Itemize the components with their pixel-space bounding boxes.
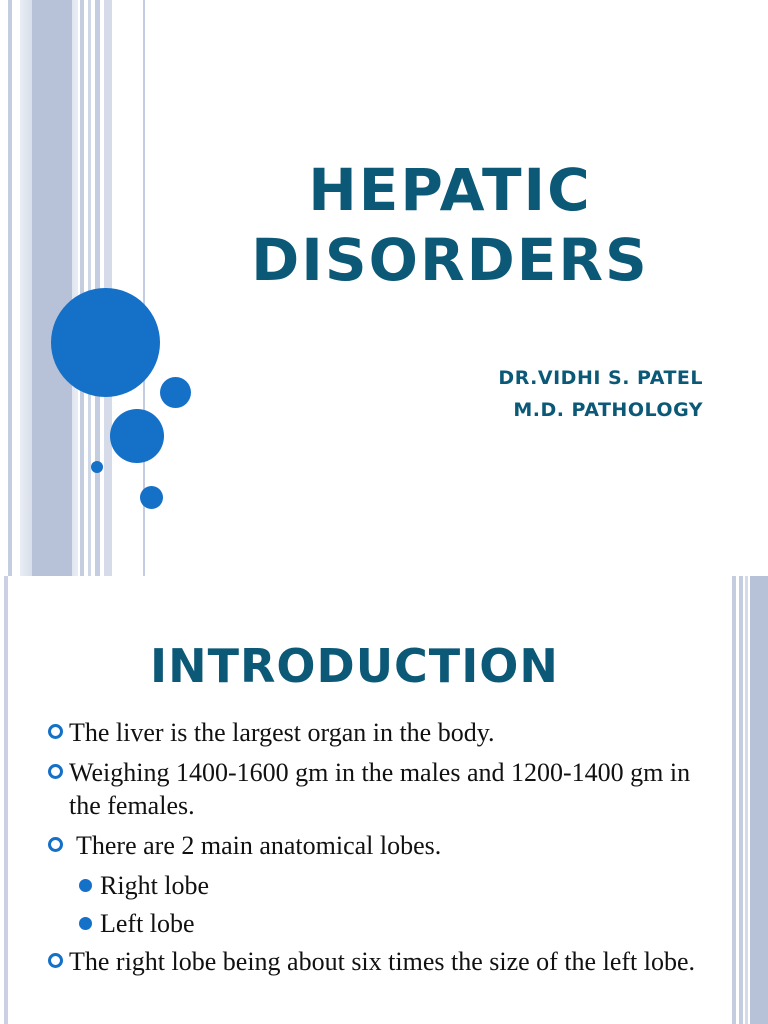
ring-bullet-icon [48, 764, 63, 779]
list-item-text: The liver is the largest organ in the body. [69, 718, 495, 747]
decorative-circle [140, 486, 163, 509]
sub-list-item [46, 907, 726, 940]
slide-divider [4, 576, 8, 1024]
decorative-circle [110, 409, 164, 463]
decorative-circle [160, 377, 191, 408]
ring-bullet-icon [48, 953, 63, 968]
decorative-circle-large [51, 288, 160, 397]
bullet-list [46, 716, 726, 985]
list-item-text: The right lobe being about six times the size of the left lobe. [69, 947, 696, 976]
slide-title [240, 155, 660, 295]
decorative-stripes [732, 576, 768, 1024]
decorative-circle-small [91, 461, 103, 473]
ring-bullet-icon [48, 724, 63, 739]
list-item-text: Right lobe [100, 871, 210, 900]
list-item [46, 756, 726, 822]
introduction-slide [0, 576, 768, 1024]
title-line: HEPATIC [308, 156, 592, 224]
title-line: DISORDERS [251, 226, 649, 294]
author-degree: M.D. PATHOLOGY [513, 399, 703, 421]
author-name: DR.VIDHI S. PATEL [498, 367, 703, 389]
list-item-text: There are 2 main anatomical lobes. [76, 831, 442, 860]
sub-list-item [46, 869, 726, 902]
list-item [46, 716, 726, 749]
dot-bullet-icon [79, 917, 92, 930]
dot-bullet-icon [79, 879, 92, 892]
list-item-text: Weighing 1400-1600 gm in the males and 1200-1400 gm in the females. [69, 758, 691, 820]
list-item [46, 829, 726, 862]
list-item [46, 945, 726, 978]
ring-bullet-icon [48, 837, 63, 852]
slide-title: INTRODUCTION [150, 639, 559, 693]
list-item-text: Left lobe [100, 909, 195, 938]
decorative-stripes [0, 0, 150, 576]
slide-subtitle [498, 362, 703, 426]
